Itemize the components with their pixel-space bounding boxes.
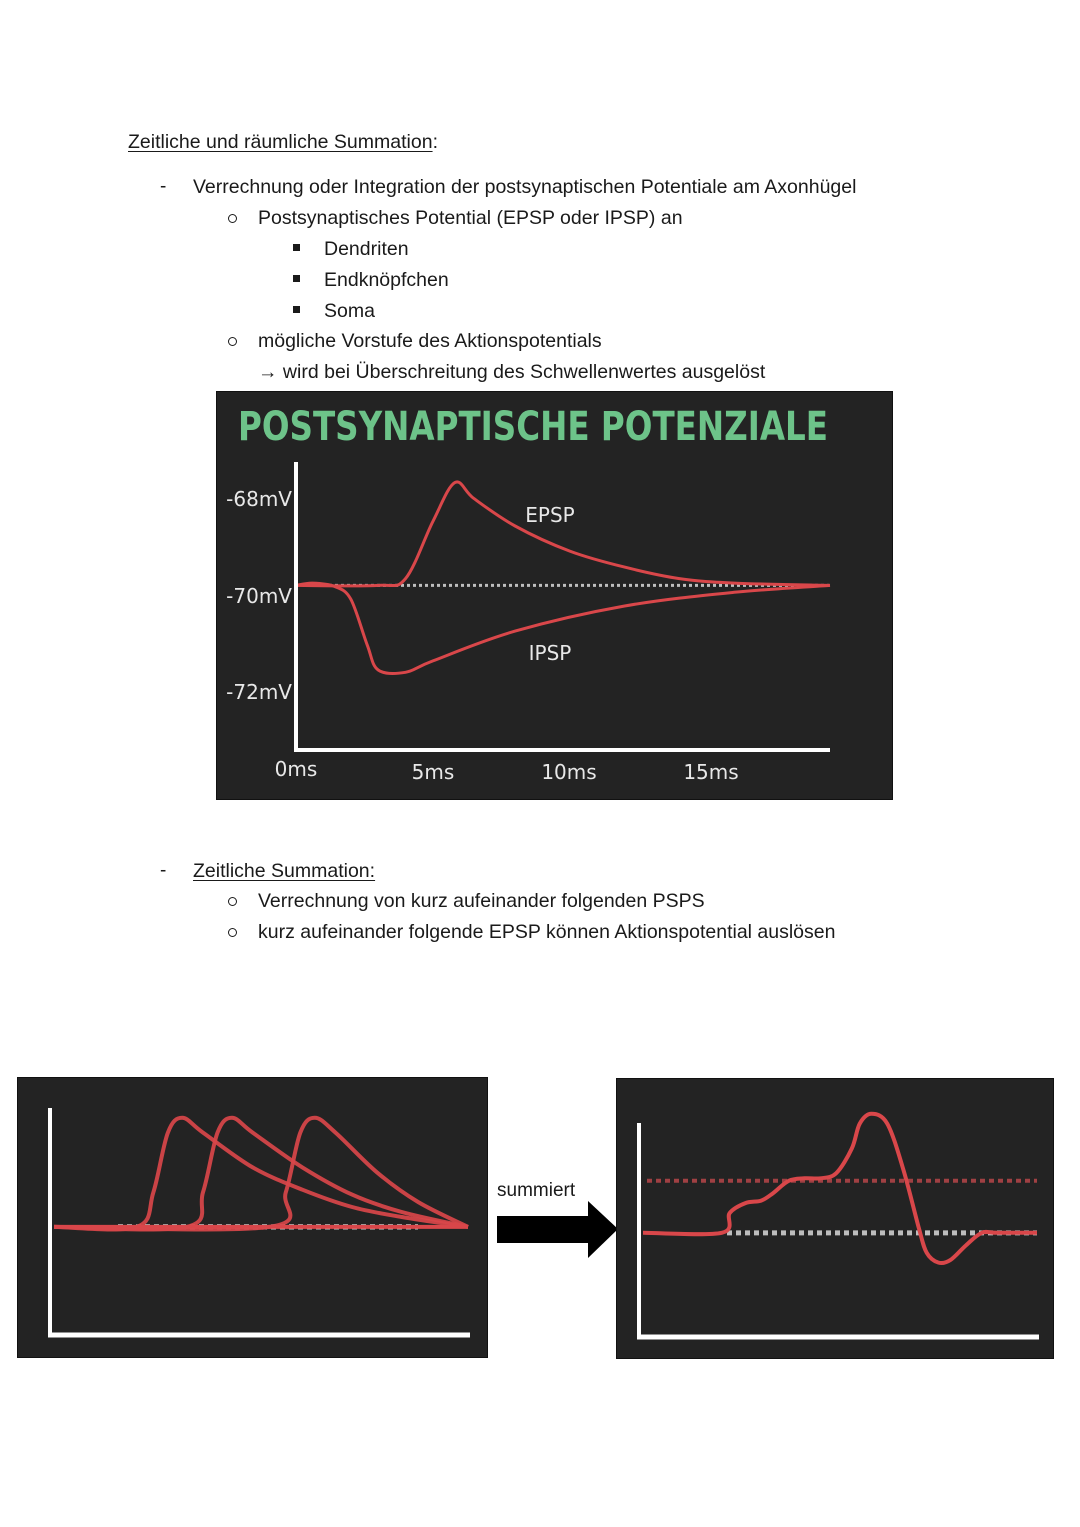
summed-psp-curve [643, 1114, 1037, 1263]
sub-bullet-psp: Postsynaptisches Potential (EPSP oder IPSP) an [258, 207, 683, 229]
dash-marker: - [160, 860, 167, 881]
x-tick-label: 15ms [683, 760, 739, 784]
arrow-right-icon: → [258, 361, 278, 383]
epsp-label: EPSP [525, 503, 575, 527]
separate-psp-panel [17, 1077, 488, 1358]
zeitliche-summation-heading: Zeitliche Summation: [193, 860, 376, 882]
sub-bullet-epsp-ap: kurz aufeinander folgende EPSP können Aktionspotential auslösen [258, 921, 836, 943]
sub-bullet-verrechnung: Verrechnung von kurz aufeinander folgenden PSPS [258, 890, 705, 912]
y-tick-label: -72mV [226, 680, 292, 704]
sub-bullet-vorstufe: mögliche Vorstufe des Aktionspotentials [258, 330, 602, 352]
section-heading: Zeitliche und räumliche Summation: [128, 131, 438, 153]
epsp-curve [296, 482, 830, 586]
item-soma: Soma [324, 300, 375, 322]
circle-bullet [228, 928, 237, 937]
y-tick-label: -68mV [226, 487, 292, 511]
bullet-integration: Verrechnung oder Integration der postsynaptischen Potentiale am Axonhügel [193, 176, 857, 198]
circle-bullet [228, 897, 237, 906]
summiert-label: summiert [497, 1180, 576, 1201]
y-tick-label: -70mV [226, 584, 292, 608]
square-bullet [293, 244, 300, 251]
ipsp-label: IPSP [528, 641, 572, 665]
circle-bullet [228, 214, 237, 223]
right-arrow-icon [496, 1200, 620, 1260]
x-tick-label: 0ms [274, 757, 318, 781]
separate-psp-chart [18, 1078, 487, 1357]
x-tick-label: 10ms [541, 760, 597, 784]
arrow-line: → wird bei Überschreitung des Schwellenwertes ausgelöst [258, 361, 766, 383]
circle-bullet [228, 337, 237, 346]
psp-chart-panel [216, 391, 893, 800]
item-endknoepfchen: Endknöpfchen [324, 269, 449, 291]
psp-chart [217, 392, 892, 799]
item-dendriten: Dendriten [324, 238, 409, 260]
summed-psp-panel [616, 1078, 1054, 1359]
square-bullet [293, 306, 300, 313]
square-bullet [293, 275, 300, 282]
x-tick-label: 5ms [411, 760, 455, 784]
summed-psp-chart [617, 1079, 1053, 1358]
chart-title: POSTSYNAPTISCHE POTENZIALE [238, 404, 828, 450]
dash-marker: - [160, 176, 167, 197]
